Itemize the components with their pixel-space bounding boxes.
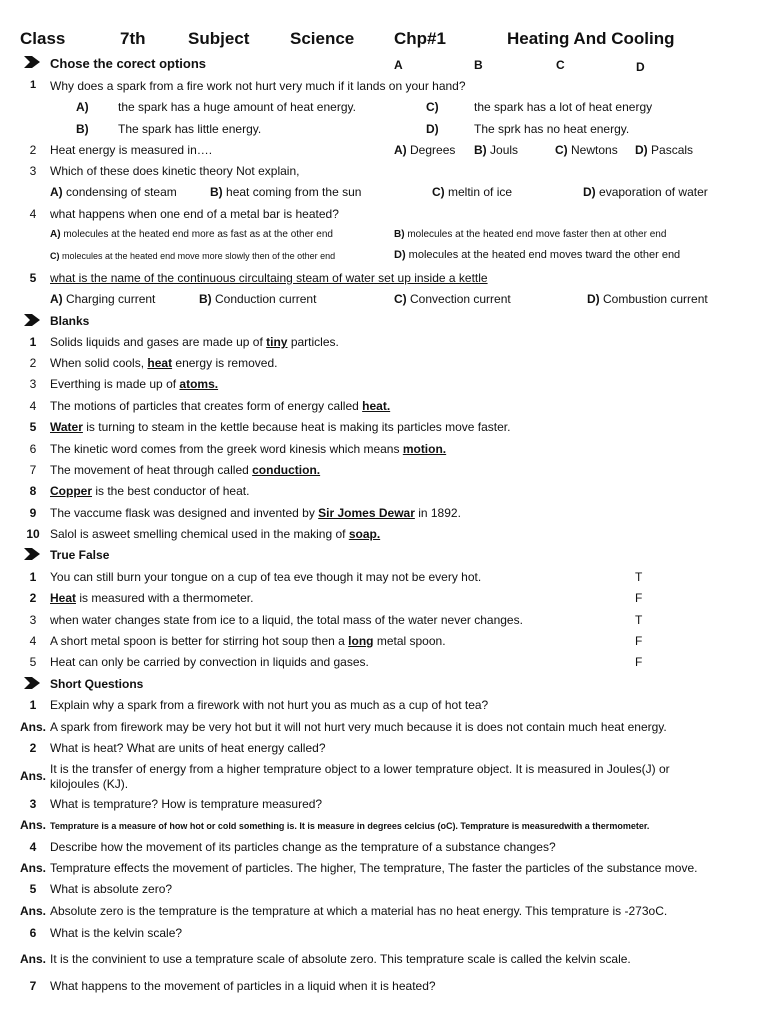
blank-answer: tiny — [266, 335, 288, 349]
short-section-title: Short Questions — [50, 677, 144, 691]
blank-number: 9 — [29, 506, 37, 520]
short-question-number: 7 — [29, 979, 37, 993]
question-text: Why does a spark from a fire work not hurt very much if it lands on your hand? — [50, 79, 466, 93]
tf-answer: F — [635, 591, 643, 605]
short-answer-text: It is the transfer of energy from a higher temprature object to a lower temprature object. It is measured in Joules(J) or — [50, 762, 670, 776]
option-text: Pascals — [651, 143, 694, 157]
option-text: molecules at the heated end more as fast as at the other end — [63, 229, 333, 240]
option-letter: D) — [583, 185, 596, 199]
option-letter: A) — [394, 143, 407, 157]
col-b-header: B — [474, 58, 483, 72]
option-letter: D) — [635, 143, 648, 157]
option-text: Degrees — [410, 143, 456, 157]
short-answer-text: Temprature is a measure of how hot or cold something is. It is measure in degrees celcius (oC). Temprature is measuredwith a thermometer. — [50, 821, 650, 831]
tf-number: 4 — [29, 634, 37, 648]
short-answer-text: Temprature effects the movement of particles. The higher, The temprature, The faster the particles of the substance move. — [50, 861, 698, 875]
question-text: what happens when one end of a metal bar is heated? — [50, 207, 339, 221]
question-number: 4 — [29, 207, 37, 221]
question-number: 5 — [29, 271, 37, 285]
blanks-section-title: Blanks — [50, 314, 90, 328]
option-letter: D) — [394, 249, 406, 261]
short-answer-text-cont: kilojoules (KJ). — [50, 777, 129, 791]
section-arrow-icon — [24, 314, 40, 326]
col-d-header: D — [636, 60, 645, 74]
option-letter: A) — [50, 292, 63, 306]
blank-answer: Sir Jomes Dewar — [318, 506, 415, 520]
question-text: what is the name of the continuous circultaing steam of water set up inside a kettle — [50, 271, 488, 285]
tf-statement: You can still burn your tongue on a cup of tea eve though it may not be every hot. — [50, 570, 482, 584]
short-answer-text: It is the convinient to use a temprature scale of absolute zero. This temprature scale is called the kelvin scale. — [50, 952, 631, 966]
blank-answer: atoms. — [179, 377, 219, 391]
short-question-number: 5 — [29, 882, 37, 896]
class-label: Class — [20, 29, 66, 48]
blank-item: The movement of heat through called conduction. — [50, 463, 321, 477]
blank-item: The motions of particles that creates form of energy called heat. — [50, 399, 391, 413]
question-number: 3 — [29, 164, 37, 178]
blank-number: 7 — [29, 463, 37, 477]
answer-label: Ans. — [20, 720, 47, 734]
blank-answer: Copper — [50, 484, 92, 498]
short-question-text: Describe how the movement of its particles change as the temprature of a substance changes? — [50, 840, 556, 854]
option-text: Conduction current — [215, 292, 317, 306]
option-text: The sprk has no heat energy. — [474, 122, 630, 136]
answer-label: Ans. — [20, 769, 47, 783]
option-text: molecules at the heated end move more slowly then of the other end — [62, 251, 336, 261]
question-text: Which of these does kinetic theory Not explain, — [50, 164, 300, 178]
blank-number: 8 — [29, 484, 37, 498]
option-letter: B) — [76, 122, 89, 136]
option-letter: C) — [555, 143, 568, 157]
short-question-text: What is the kelvin scale? — [50, 926, 183, 940]
subject-value: Science — [290, 29, 355, 48]
blank-number: 10 — [26, 527, 40, 541]
chapter-number: Chp#1 — [394, 29, 446, 48]
blank-item: The vaccume flask was designed and invented by Sir Jomes Dewar in 1892. — [50, 506, 461, 520]
option-letter: D) — [426, 122, 439, 136]
option-text: the spark has a lot of heat energy — [474, 100, 653, 114]
blank-item: When solid cools, heat energy is removed. — [50, 356, 278, 370]
option-text: molecules at the heated end move faster then at other end — [407, 229, 667, 240]
option-letter: B) — [474, 143, 487, 157]
blank-item: Everthing is made up of atoms. — [50, 377, 219, 391]
option-text: the spark has a huge amount of heat energy. — [118, 100, 356, 114]
option-text: Newtons — [571, 143, 618, 157]
option-letter: B) — [199, 292, 212, 306]
blank-number: 5 — [29, 420, 37, 434]
option-letter: A) — [50, 185, 63, 199]
blank-item: Water is turning to steam in the kettle because heat is making its particles move faster. — [50, 420, 511, 434]
option-letter: B) — [210, 185, 223, 199]
blank-number: 1 — [29, 335, 37, 349]
question-number: 1 — [29, 79, 37, 91]
section-arrow-icon — [24, 56, 40, 68]
blank-answer: motion. — [402, 442, 447, 456]
blank-item: Salol is asweet smelling chemical used in the making of soap. — [50, 527, 381, 541]
short-question-text: What is absolute zero? — [50, 882, 173, 896]
option-text: condensing of steam — [66, 185, 177, 199]
answer-label: Ans. — [20, 904, 47, 918]
short-question-number: 4 — [29, 840, 37, 854]
tf-answer: T — [635, 570, 643, 584]
tf-answer: F — [635, 655, 643, 669]
option-text: The spark has little energy. — [118, 122, 262, 136]
short-question-text: What is heat? What are units of heat energy called? — [50, 741, 326, 755]
option-text: molecules at the heated end moves tward the other end — [408, 249, 681, 261]
short-answer-text: Absolute zero is the temprature is the temprature at which a material has no heat energy. This temprature is -273oC. — [50, 904, 668, 918]
answer-label: Ans. — [20, 861, 47, 875]
option-letter: B) — [394, 229, 405, 240]
answer-label: Ans. — [20, 952, 47, 966]
tf-answer: F — [635, 634, 643, 648]
blank-answer: conduction. — [252, 463, 321, 477]
blank-number: 6 — [29, 442, 37, 456]
blank-number: 2 — [29, 356, 37, 370]
option-letter: C) — [426, 100, 439, 114]
option-letter: D) — [587, 292, 600, 306]
chapter-title: Heating And Cooling — [507, 29, 675, 48]
tf-number: 1 — [29, 570, 37, 584]
blank-answer: heat. — [362, 399, 391, 413]
option-letter: A) — [50, 229, 61, 240]
short-answer-text: A spark from firework may be very hot but it will not hurt very much because it is does not contain much heat energy. — [50, 720, 667, 734]
col-a-header: A — [394, 58, 403, 72]
blank-number: 4 — [29, 399, 37, 413]
tf-number: 2 — [29, 591, 37, 605]
tf-answer: T — [635, 613, 643, 627]
option-text: evaporation of water — [599, 185, 708, 199]
short-question-number: 2 — [29, 741, 37, 755]
option-letter: C) — [394, 292, 407, 306]
option-text: Jouls — [490, 143, 519, 157]
col-c-header: C — [556, 58, 565, 72]
mcq-section-title: Chose the corect options — [50, 56, 207, 71]
blank-item: Solids liquids and gases are made up of tiny particles. — [50, 335, 339, 349]
class-value: 7th — [120, 29, 146, 48]
tf-statement: A short metal spoon is better for stirring hot soup then a long metal spoon. — [50, 634, 446, 648]
short-question-text: What is temprature? How is temprature measured? — [50, 797, 323, 811]
short-question-text: What happens to the movement of particles in a liquid when it is heated? — [50, 979, 436, 993]
question-number: 2 — [29, 143, 37, 157]
short-question-number: 6 — [29, 926, 37, 940]
answer-label: Ans. — [20, 818, 47, 832]
option-text: Charging current — [66, 292, 156, 306]
blank-item: Copper is the best conductor of heat. — [50, 484, 250, 498]
subject-label: Subject — [188, 29, 250, 48]
blank-answer: Water — [50, 420, 83, 434]
tf-statement: Heat can only be carried by convection in liquids and gases. — [50, 655, 369, 669]
tf-statement: when water changes state from ice to a liquid, the total mass of the water never changes. — [50, 613, 523, 627]
blank-answer: heat — [147, 356, 173, 370]
blank-item: The kinetic word comes from the greek word kinesis which means motion. — [50, 442, 447, 456]
short-question-text: Explain why a spark from a firework with not hurt you as much as a cup of hot tea? — [50, 698, 489, 712]
option-text: Convection current — [410, 292, 511, 306]
option-letter: A) — [76, 100, 89, 114]
option-text: Combustion current — [603, 292, 708, 306]
short-question-number: 1 — [29, 698, 37, 712]
option-text: meltin of ice — [448, 185, 513, 199]
section-arrow-icon — [24, 548, 40, 560]
section-arrow-icon — [24, 677, 40, 689]
question-text: Heat energy is measured in…. — [50, 143, 213, 157]
short-question-number: 3 — [29, 797, 37, 811]
truefalse-section-title: True False — [50, 548, 110, 562]
tf-number: 5 — [29, 655, 37, 669]
blank-answer: soap. — [348, 527, 381, 541]
option-text: heat coming from the sun — [226, 185, 362, 199]
tf-statement: Heat is measured with a thermometer. — [50, 591, 254, 605]
option-letter: C) — [432, 185, 445, 199]
option-letter: C) — [50, 251, 60, 261]
tf-number: 3 — [29, 613, 37, 627]
blank-number: 3 — [29, 377, 37, 391]
